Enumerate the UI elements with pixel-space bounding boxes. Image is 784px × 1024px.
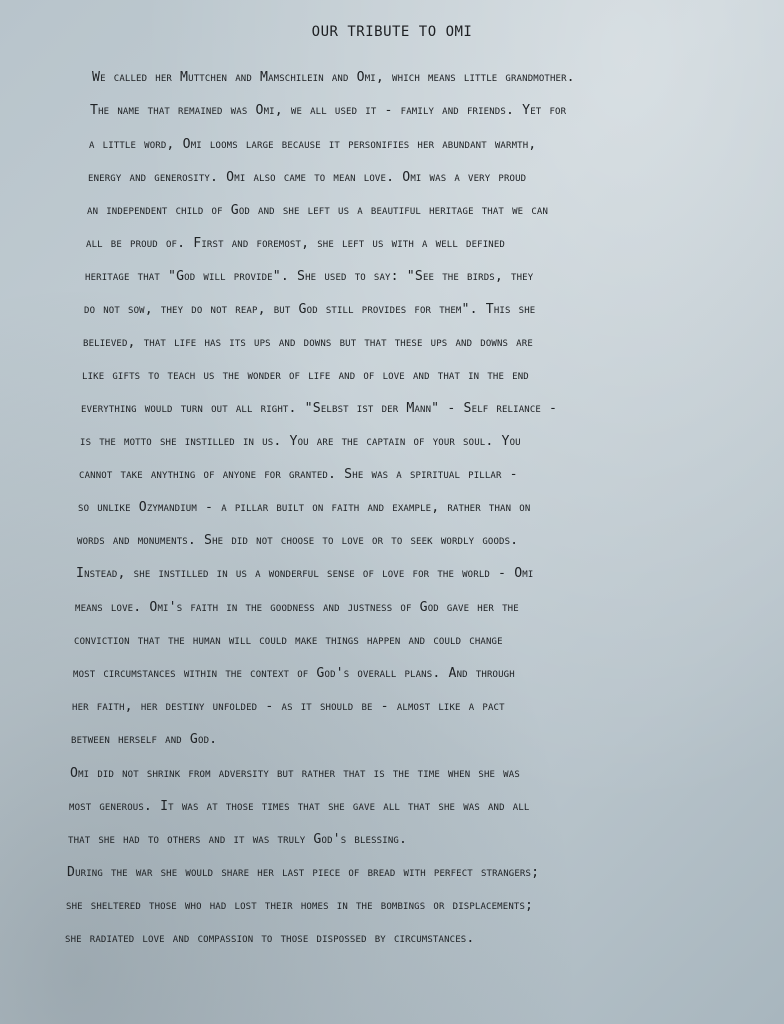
text-line: energy and generosity. Omi also came to mean love. Omi was a very proud	[88, 170, 527, 185]
text-line: so unlike Ozymandium - a pillar built on faith and example, rather than on	[78, 500, 531, 515]
text-line: During the war she would share her last piece of bread with perfect strangers;	[67, 865, 540, 880]
text-line: her faith, her destiny unfolded - as it should be - almost like a pact	[72, 699, 505, 714]
text-line: an independent child of God and she left us a beautiful heritage that we can	[87, 203, 549, 218]
text-line: do not sow, they do not reap, but God still provides for them". This she	[84, 302, 536, 317]
text-line: a little word, Omi looms large because it personifies her abundant warmth,	[89, 137, 537, 152]
text-line: she radiated love and compassion to those dispossed by circumstances.	[65, 931, 475, 946]
text-line: most circumstances within the context of God's overall plans. And through	[73, 666, 515, 681]
text-line: like gifts to teach us the wonder of life and of love and that in the end	[82, 368, 529, 383]
text-line: that she had to others and it was truly God's blessing.	[68, 832, 408, 847]
text-line: believed, that life has its ups and downs but that these ups and downs are	[83, 335, 533, 350]
text-line: The name that remained was Omi, we all used it - family and friends. Yet for	[90, 103, 567, 118]
text-line: heritage that "God will provide". She used to say: "See the birds, they	[85, 269, 534, 284]
text-line: Instead, she instilled in us a wonderful sense of love for the world - Omi	[76, 566, 534, 581]
text-line: all be proud of. First and foremost, she left us with a well defined	[86, 236, 505, 251]
text-line: between herself and God.	[71, 732, 218, 747]
text-line: is the motto she instilled in us. You are the captain of your soul. You	[80, 434, 521, 449]
text-line: she sheltered those who had lost their homes in the bombings or displacements;	[66, 898, 534, 913]
text-line: We called her Muttchen and Mamschilein and Omi, which means little grandmother.	[92, 70, 575, 85]
text-line: cannot take anything of anyone for granted. She was a spiritual pillar -	[79, 467, 518, 482]
text-line: most generous. It was at those times that she gave all that she was and all	[69, 799, 530, 814]
text-line: means love. Omi's faith in the goodness and justness of God gave her the	[75, 600, 519, 615]
text-line: everything would turn out all right. "Selbst ist der Mann" - Self reliance -	[81, 401, 558, 416]
text-line: conviction that the human will could make things happen and could change	[74, 633, 503, 648]
text-line: words and monuments. She did not choose to love or to seek wordly goods.	[77, 533, 519, 548]
text-line: Omi did not shrink from adversity but rather that is the time when she was	[70, 766, 520, 781]
page-title: OUR TRIBUTE TO OMI	[311, 24, 473, 40]
